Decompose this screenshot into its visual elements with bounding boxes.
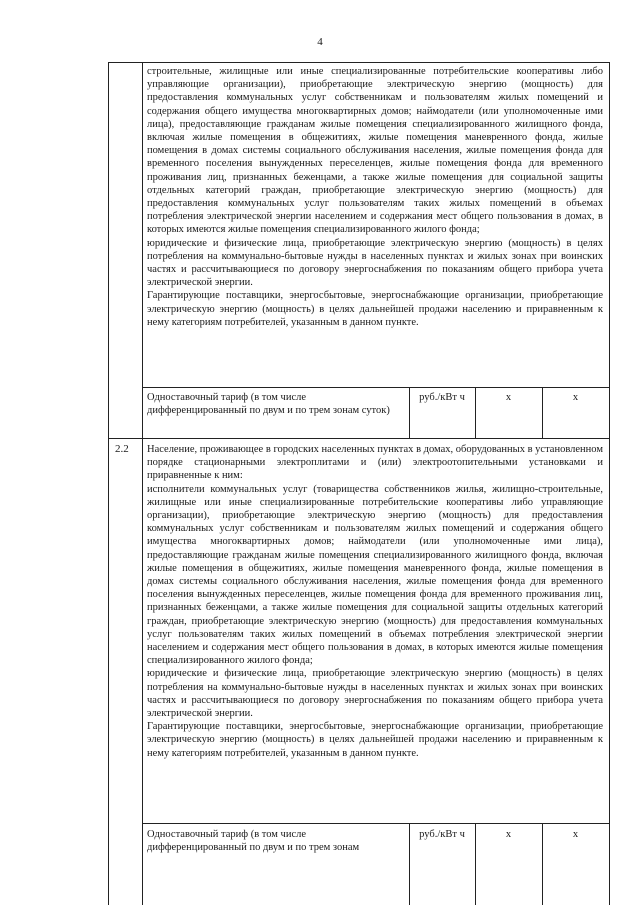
section-2-paragraph: Гарантирующие поставщики, энергосбытовые, энергоснабжающие организации, приобретающие электрическую энергию (мощность) в целях дальнейшей продажи населению и приравненным к нему категориям потребителей, указанным в данном пункте. bbox=[147, 721, 603, 759]
tariff-label: Одноставочный тариф (в том числе дифференцированный по двум и по трем зонам bbox=[147, 829, 360, 854]
column-divider bbox=[142, 62, 143, 905]
section-1-paragraph: Гарантирующие поставщики, энергосбытовые, энергоснабжающие организации, приобретающие электрическую энергию (мощность) в целях дальнейшей продажи населению и приравненным к нему категориям потребителей, указанным в данном пункте. bbox=[147, 290, 603, 328]
tariff-row-top-border bbox=[142, 387, 609, 388]
section-1-paragraph: строительные, жилищные или иные специализированные потребительские кооперативы либо управляющие организации), приобретающие электрическую энергию (мощность) для предоставления коммунальных услуг собственникам и пользователям жилых помещений и содержания общего имущества многоквартирных домов; наймодатели (или уполномоченные ими лица), предоставляющие гражданам жилые помещения специализированного жилищного фонда, включая жилые помещения в общежитиях, жилые помещения маневренного фонда, жилые помещения в домах системы социального обслуживания населения, жилые помещения фонда для временного поселения вынужденных переселенцев, жилые помещения фонда для временного проживания лиц, признанных беженцами, а также жилые помещения для социальной защиты отдельных категорий граждан, приобретающие электрическую энергию (мощность) для предоставления коммунальных услуг пользователям таких жилых помещений в объемах потребления электрической энергии населением и содержания мест общего пользования в домах, в которых имеются жилые помещения специализированного жилого фонда; bbox=[147, 66, 603, 236]
tariff-value: x bbox=[572, 392, 579, 403]
section-2-text bbox=[147, 443, 603, 760]
table-border-top bbox=[109, 62, 609, 63]
section-1-text bbox=[147, 65, 603, 329]
tariff-row-top-border bbox=[142, 823, 609, 824]
row-border bbox=[109, 438, 609, 439]
section-2-paragraph: юридические и физические лица, приобретающие электрическую энергию (мощность) в целях потребления на коммунально-бытовые нужды в населенных пунктах и жилых зонах при воинских частях и рассчитывающиеся по договору энергоснабжения по показаниям общего прибора учета электрической энергии. bbox=[147, 668, 603, 720]
section-number: 2.2 bbox=[115, 443, 129, 455]
tariff-table bbox=[108, 62, 610, 905]
section-2-paragraph: Население, проживающее в городских населенных пунктах в домах, оборудованных в установленном порядке стационарными электроплитами и (или) электроотопительными установками и приравненные к ним: bbox=[147, 444, 603, 482]
page-number: 4 bbox=[317, 36, 323, 48]
section-2-paragraph: исполнители коммунальных услуг (товарищества собственников жилья, жилищно-строительные, жилищные или иные специализированные потребительские кооперативы либо управляющие организации), приобретающие электрическую энергию (мощность) для предоставления коммунальных услуг собственникам и пользователям жилых помещений и содержания общего имущества многоквартирных домов; наймодатели (или уполномоченные ими лица), предоставляющие гражданам жилые помещения специализированного жилищного фонда, включая жилые помещения в общежитиях, жилые помещения маневренного фонда, жилые помещения в домах системы социального обслуживания населения, жилые помещения фонда для временного поселения вынужденных переселенцев, жилые помещения фонда для временного проживания лиц, признанных беженцами, а также жилые помещения для социальной защиты отдельных категорий граждан, приобретающие электрическую энергию (мощность) для предоставления коммунальных услуг пользователям таких жилых помещений в объемах потребления электрической энергии населением и содержания мест общего пользования в домах, в которых имеются жилые помещения специализированного жилого фонда; bbox=[147, 483, 603, 667]
tariff-value: x bbox=[572, 829, 579, 840]
section-1-paragraph: юридические и физические лица, приобретающие электрическую энергию (мощность) в целях потребления на коммунально-бытовые нужды в населенных пунктах и жилых зонах при воинских частях и рассчитывающиеся по договору энергоснабжения по показаниям общего прибора учета электрической энергии. bbox=[147, 237, 603, 289]
tariff-unit: руб./кВт ч bbox=[419, 829, 465, 840]
tariff-value: x bbox=[505, 829, 512, 840]
tariff-label: Одноставочный тариф (в том числе дифференцированный по двум и по трем зонам суток) bbox=[147, 392, 390, 417]
tariff-value: x bbox=[505, 392, 512, 403]
tariff-unit: руб./кВт ч bbox=[419, 392, 465, 403]
